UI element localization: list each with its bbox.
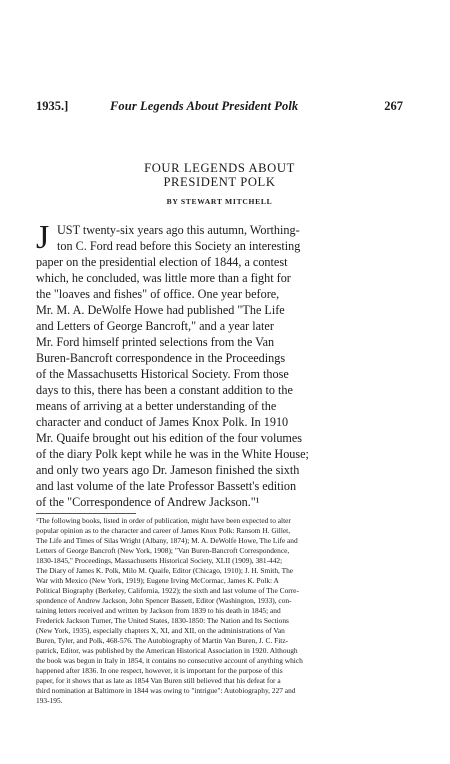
- footnote-line: ¹The following books, listed in order of publication, might have been expected to alter: [36, 516, 291, 525]
- footnote-line: The Diary of James K. Polk, Milo M. Quaife, Editor (Chicago, 1910); J. H. Smith, The: [36, 566, 294, 575]
- body-line: days to this, there has been a constant addition to the: [36, 383, 293, 397]
- footnote-line: paper, for it shows that as late as 1854 Van Buren still believed that his defeat for a: [36, 676, 281, 685]
- footnote-line: Buren, Tyler, and Polk, 468-576. The Autobiography of Martin Van Buren, J. C. Fitz-: [36, 636, 289, 645]
- footnote-line: spondence of Andrew Jackson, John Spencer Bassett, Editor (Washington, 1933), con-: [36, 596, 292, 605]
- running-head-title: Four Legends About President Polk: [110, 99, 299, 113]
- body-line: Mr. M. A. DeWolfe Howe had published "The Life: [36, 303, 285, 317]
- footnote-line: happened after 1836. In one respect, however, it is important for the purpose of this: [36, 666, 283, 675]
- running-head: [36, 98, 403, 114]
- body-line: Buren-Bancroft correspondence in the Proceedings: [36, 351, 286, 365]
- footnote-line: War with Mexico (New York, 1919); Eugene Irving McCormac, James K. Polk: A: [36, 576, 279, 585]
- body-line: and Letters of George Bancroft," and a year later: [36, 319, 274, 333]
- body-line: and only two years ago Dr. Jameson finished the sixth: [36, 463, 300, 477]
- body-line: the "loaves and fishes" of office. One year before,: [36, 287, 280, 301]
- drop-cap: J: [36, 219, 50, 256]
- footnote-line: The Life and Times of Silas Wright (Albany, 1874); M. A. DeWolfe Howe, The Life and: [36, 536, 298, 545]
- footnote-rule: [36, 513, 136, 514]
- body-line: of the Massachusetts Historical Society. From those: [36, 367, 289, 381]
- footnote-line: Letters of George Bancroft (New York, 1908); "Van Buren-Bancroft Correspondence,: [36, 546, 290, 555]
- footnote-line: patrick, Editor, was published by the American Historical Association in 1920. Although: [36, 646, 298, 655]
- footnote-line: (New York, 1935), especially chapters X, XI, and XII, on the administrations of Van: [36, 626, 285, 635]
- article-title-line-1: FOUR LEGENDS ABOUT: [144, 161, 295, 175]
- body-line: paper on the presidential election of 1844, a contest: [36, 255, 288, 269]
- body-line: which, he concluded, was little more than a fight for: [36, 271, 291, 285]
- body-line: and last volume of the late Professor Bassett's edition: [36, 479, 297, 493]
- body-line: of the diary Polk kept while he was in the White House;: [36, 447, 309, 461]
- footnote-line: the book was begun in Italy in 1854, it contains no consecutive account of anything which: [36, 656, 303, 665]
- article-title: [36, 161, 403, 189]
- body-line: Mr. Ford himself printed selections from the Van: [36, 335, 275, 349]
- body-line: ton C. Ford read before this Society an interesting: [57, 239, 301, 253]
- body-line: means of arriving at a better understanding of the: [36, 399, 277, 413]
- article-title-line-2: PRESIDENT POLK: [163, 175, 276, 189]
- page-number: 267: [384, 99, 403, 113]
- body-line: UST twenty-six years ago this autumn, Worthing-: [57, 223, 300, 237]
- footnote-line: 1830-1845," Proceedings, Massachusetts Historical Society, XLII (1909), 381-442;: [36, 556, 283, 565]
- footnote-line: taining letters received and written by Jackson from 1839 to his death in 1845; and: [36, 606, 281, 615]
- running-head-year: 1935.]: [36, 99, 69, 113]
- body-line: character and conduct of James Knox Polk. In 1910: [36, 415, 289, 429]
- footnote-line: third nomination at Baltimore in 1844 was owing to "intrigue": Autobiography, 227 and: [36, 686, 296, 695]
- body-line: Mr. Quaife brought out his edition of the four volumes: [36, 431, 303, 445]
- footnote-line: popular opinion as to the character and career of James Knox Polk: Ransom H. Gillet,: [36, 526, 291, 535]
- byline: BY STEWART MITCHELL: [166, 197, 273, 206]
- footnote-line: Frederick Jackson Turner, The United States, 1830-1850: The Nation and Its Sections: [36, 616, 289, 625]
- footnote-line: 193-195.: [36, 696, 63, 705]
- body-line: of the "Correspondence of Andrew Jackson."¹: [36, 495, 260, 509]
- footnote-line: Political Biography (Berkeley, California, 1922); the sixth and last volume of The Corre-: [36, 586, 299, 595]
